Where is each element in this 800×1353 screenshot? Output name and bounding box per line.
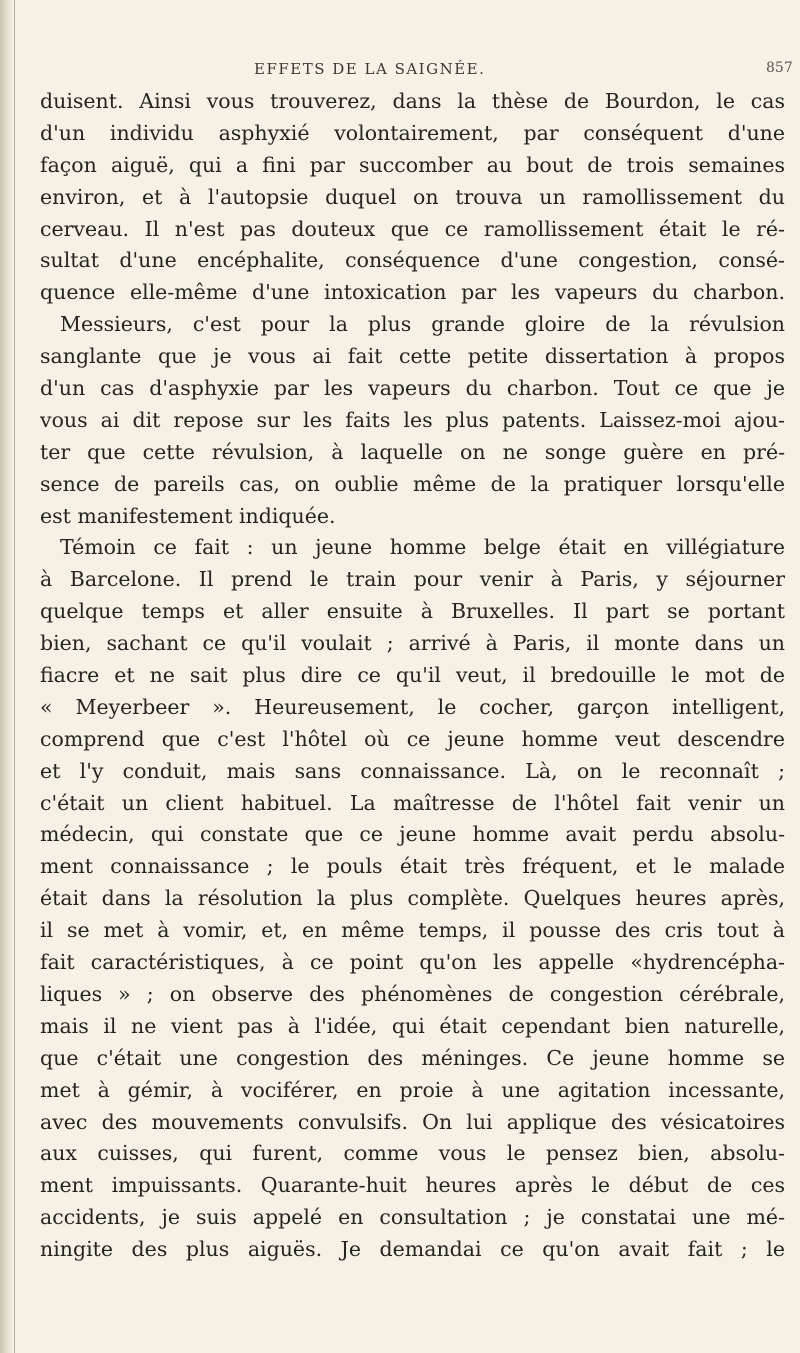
text-line: ment impuissants. Quarante-huit heures après le début de ces — [40, 1173, 785, 1198]
text-line: sultat d'une encéphalite, conséquence d'une congestion, consé- — [40, 248, 785, 273]
paragraph-start-line: Témoin ce fait : un jeune homme belge était en villégiature — [60, 535, 785, 560]
text-line: d'un individu asphyxié volontairement, par conséquent d'une — [40, 120, 785, 145]
text-line: met à gémir, à vociférer, en proie à une agitation incessante, — [40, 1077, 785, 1102]
text-line: était dans la résolution la plus complète. Quelques heures après, — [40, 886, 785, 911]
text-line: duisent. Ainsi vous trouverez, dans la thèse de Bourdon, le cas — [40, 89, 785, 113]
running-title: EFFETS DE LA SAIGNÉE. — [254, 60, 486, 78]
page-gutter-line — [14, 0, 15, 1353]
text-line: il se met à vomir, et, en même temps, il pousse des cris tout à — [40, 918, 785, 943]
text-line: avec des mouvements convulsifs. On lui applique des vésicatoires — [40, 1109, 785, 1134]
text-line: ningite des plus aiguës. Je demandai ce qu'on avait fait ; le — [40, 1237, 785, 1262]
text-line: sence de pareils cas, on oublie même de la pratiquer lorsqu'elle — [40, 471, 785, 496]
text-line: façon aiguë, qui a fini par succomber au bout de trois semaines — [40, 152, 785, 177]
text-line: accidents, je suis appelé en consultation ; je constatai une mé- — [40, 1205, 785, 1230]
paragraph-end-line: est manifestement indiquée. — [40, 503, 336, 528]
text-line: à Barcelone. Il prend le train pour venir à Paris, y séjourner — [40, 567, 785, 592]
text-line: d'un cas d'asphyxie par les vapeurs du charbon. Tout ce que je — [40, 376, 785, 401]
text-line: mais il ne vient pas à l'idée, qui était cependant bien naturelle, — [40, 1013, 785, 1038]
text-line: aux cuisses, qui furent, comme vous le pensez bien, absolu- — [40, 1141, 785, 1166]
running-header — [0, 60, 800, 84]
text-line: et l'y conduit, mais sans connaissance. Là, on le reconnaît ; — [40, 758, 785, 783]
text-line: comprend que c'est l'hôtel où ce jeune homme veut descendre — [40, 726, 785, 751]
text-line: environ, et à l'autopsie duquel on trouva un ramollissement du — [40, 184, 785, 209]
text-line: fiacre et ne sait plus dire ce qu'il veut, il bredouille le mot de — [40, 663, 785, 688]
page-binding-edge — [0, 0, 14, 1353]
text-line: quelque temps et aller ensuite à Bruxelles. Il part se portant — [40, 599, 785, 624]
text-line: vous ai dit repose sur les faits les plus patents. Laissez-moi ajou- — [40, 407, 785, 432]
text-line: ter que cette révulsion, à laquelle on ne songe guère en pré- — [40, 439, 785, 464]
text-line: liques » ; on observe des phénomènes de congestion cérébrale, — [40, 981, 785, 1006]
text-line: « Meyerbeer ». Heureusement, le cocher, garçon intelligent, — [40, 694, 785, 719]
body-text — [40, 86, 785, 1266]
text-line: sanglante que je vous ai fait cette petite dissertation à propos — [40, 344, 785, 369]
text-line: quence elle-même d'une intoxication par les vapeurs du charbon. — [40, 280, 785, 305]
text-line: c'était un client habituel. La maîtresse de l'hôtel fait venir un — [40, 790, 785, 815]
text-line: ment connaissance ; le pouls était très fréquent, et le malade — [40, 854, 785, 879]
text-line: cerveau. Il n'est pas douteux que ce ramollissement était le ré- — [40, 216, 785, 241]
paragraph-start-line: Messieurs, c'est pour la plus grande gloire de la révulsion — [60, 312, 785, 337]
text-line: médecin, qui constate que ce jeune homme avait perdu absolu- — [40, 822, 785, 847]
text-line: que c'était une congestion des méninges. Ce jeune homme se — [40, 1045, 785, 1070]
text-line: bien, sachant ce qu'il voulait ; arrivé à Paris, il monte dans un — [40, 631, 785, 656]
page-number: 857 — [766, 60, 793, 76]
text-line: fait caractéristiques, à ce point qu'on les appelle «hydrencépha- — [40, 950, 785, 975]
